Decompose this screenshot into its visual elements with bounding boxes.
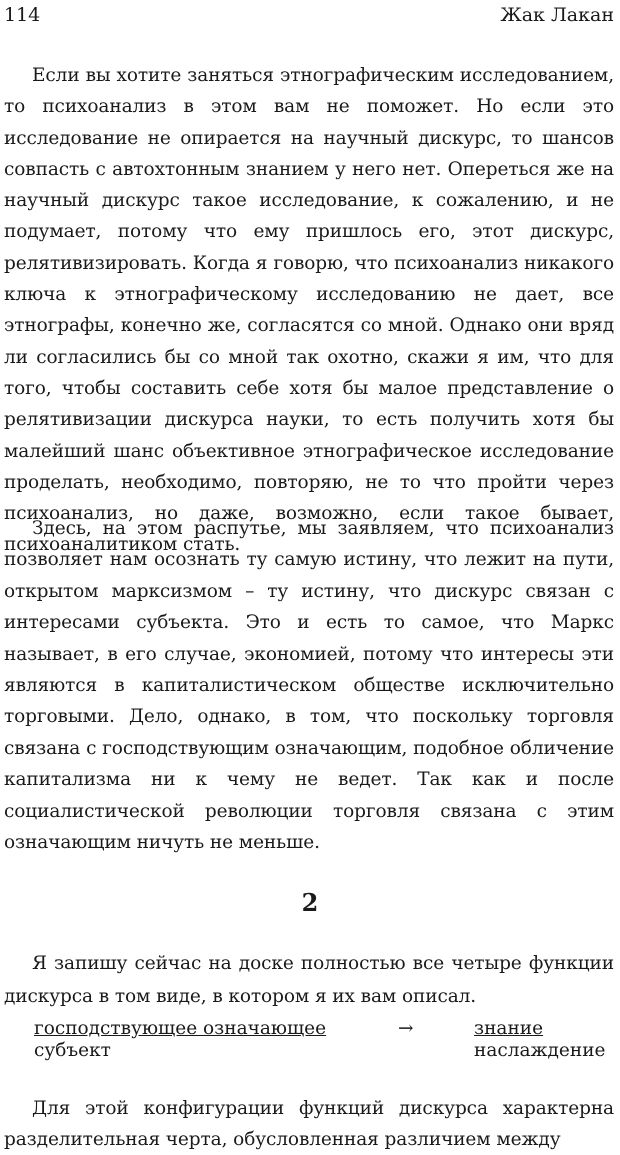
discourse-formula — [34, 1018, 614, 1064]
section-number: 2 — [301, 888, 319, 917]
body-paragraph-3: Я запишу сейчас на доске полностью все четыре функции дискурса в том виде, в котором я их вам описал. — [4, 953, 614, 1007]
formula-arrow-icon: → — [398, 1018, 414, 1039]
formula-master-signifier: господствующее означающее — [34, 1018, 327, 1039]
body-paragraph-1: Если вы хотите заняться этнографическим исследованием, то психоанализ в этом вам не поможет. Но если это исследование не опирается на научный дискурс, то шансов совпасть с автохтонным знанием у него нет. Опереться же на научный дискурс такое исследование, к сожалению, и не подумает, потому что ему пришлось его, этот дискурс, релятивизировать. Когда я говорю, что психоанализ никакого ключа к этнографическому исследованию не дает, все этнографы, конечно же, согласятся со мной. Однако они вряд ли согласились бы со мной так охотно, скажи я им, что для того, чтобы составить себе хотя бы малое представление о релятивизации дискурса науки, то есть получить хотя бы малейший шанс объективное этнографическое исследование проделать, необходимо, повторяю, не то что пройти через психоанализ, но даже, возможно, если такое бывает, психоаналитиком стать. — [4, 65, 614, 556]
formula-jouissance: наслаждение — [474, 1040, 606, 1061]
running-head — [4, 0, 614, 30]
body-paragraph-4: Для этой конфигурации функций дискурса характерна разделительная черта, обусловленная различием между — [4, 1098, 614, 1150]
body-paragraph-2: Здесь, на этом распутье, мы заявляем, что психоанализ позволяет нам осознать ту самую истину, что лежит на пути, открытом марксизмом – ту истину, что дискурс связан с интересами субъекта. Это и есть то самое, что Маркс называет, в его случае, экономией, потому что интересы эти являются в капиталистическом обществе исключительно торговыми. Дело, однако, в том, что поскольку торговля связана с господствующим означающим, подобное обличение капитализма ни к чему не ведет. Так как и после социалистической революции торговля связана с этим означающим ничуть не меньше. — [4, 518, 614, 854]
running-title: Жак Лакан — [500, 4, 614, 26]
page-number: 114 — [4, 4, 41, 26]
formula-subject: субъект — [34, 1040, 111, 1061]
formula-knowledge: знание — [474, 1018, 544, 1039]
